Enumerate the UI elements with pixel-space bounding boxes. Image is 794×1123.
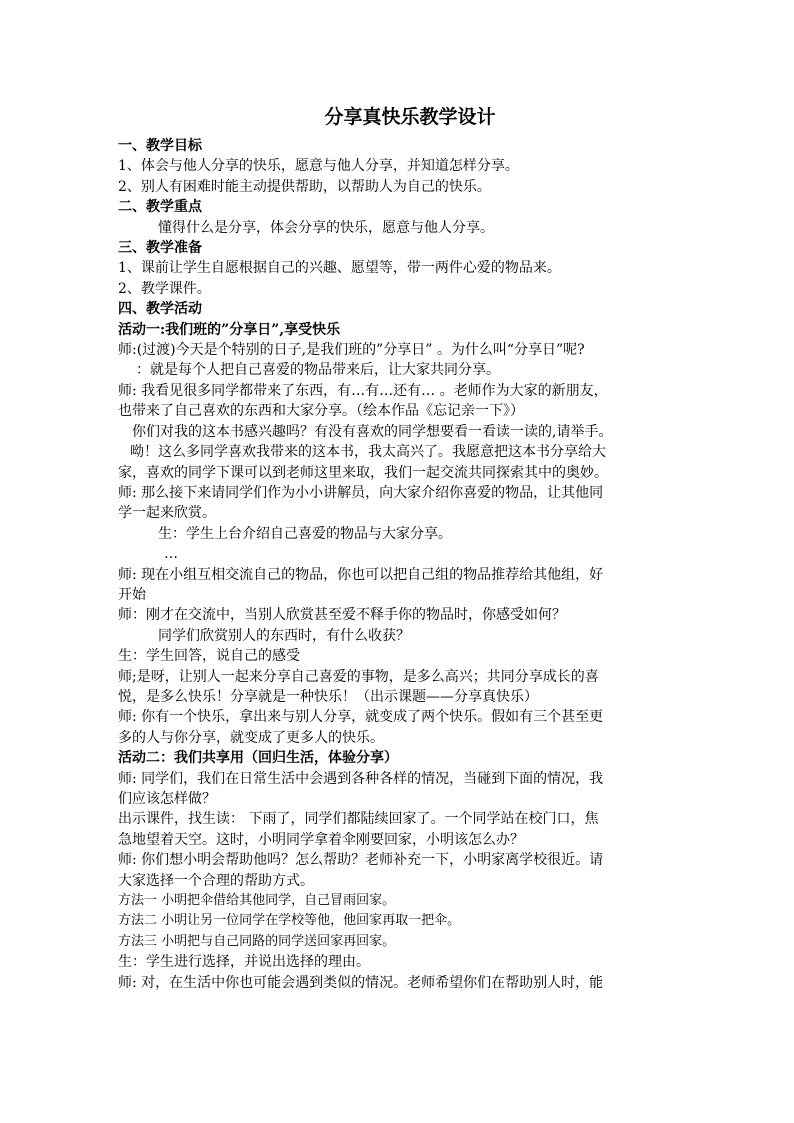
section-heading-activities: 四、教学活动: [118, 301, 202, 318]
paragraph-line: 多的人与你分享，就变成了更多人的快乐。: [118, 729, 384, 746]
paragraph-line: 生：学生进行选择，并说出选择的理由。: [118, 954, 370, 971]
paragraph-line: 师;是呀，让别人一起来分享自己喜爱的事物，是多么高兴；共同分享成长的喜: [118, 668, 599, 685]
paragraph-line: 师: 对，在生活中你也可能会遇到类似的情况。老师希望你们在帮助别人时，能: [118, 974, 604, 991]
paragraph-line: 师: 我看见很多同学都带来了东西，有…有…还有… 。老师作为大家的新朋友，: [118, 382, 608, 399]
paragraph-line: 师: 你有一个快乐，拿出来与别人分享，就变成了两个快乐。假如有三个甚至更: [118, 709, 604, 726]
paragraph-line: 学一起来欣赏。: [118, 505, 216, 522]
paragraph-line: 生：学生回答，说自己的感受: [118, 648, 300, 665]
paragraph-line: 师: 现在小组互相交流自己的物品，你也可以把自己组的物品推荐给其他组，好: [118, 566, 604, 583]
paragraph-line: 同学们欣赏别人的东西时，有什么收获？: [158, 627, 410, 644]
paragraph-line: 懂得什么是分享，体会分享的快乐，愿意与他人分享。: [158, 219, 494, 236]
document-page: [118, 104, 678, 993]
section-heading-key-points: 二、教学重点: [118, 199, 202, 216]
section-heading-objectives: 一、教学目标: [118, 138, 202, 154]
method-option-one: 方法一 小明把伞借给其他同学，自己冒雨回家。: [118, 893, 396, 909]
paragraph-line: 悦，是多么快乐！分享就是一种快乐！（出示课题——分享真快乐）: [118, 688, 538, 705]
paragraph-line: 师:(过渡)今天是个特别的日子,是我们班的”分享日” 。为什么叫“分享日”呢?: [118, 342, 585, 359]
paragraph-line: 师：刚才在交流中，当别人欣赏甚至爱不释手你的物品时，你感受如何？: [118, 607, 566, 624]
section-heading-preparation: 三、教学准备: [118, 240, 202, 257]
paragraph-line: 开始: [118, 586, 146, 603]
paragraph-line: 2、别人有困难时能主动提供帮助，以帮助人为自己的快乐。: [118, 178, 491, 195]
paragraph-line: 呦！这么多同学喜欢我带来的这本书，我太高兴了。我愿意把这本书分享给大: [130, 444, 606, 461]
paragraph-line: 1、课前让学生自愿根据自己的兴趣、愿望等，带一两件心爱的物品来。: [118, 260, 561, 277]
paragraph-line: 家，喜欢的同学下课可以到老师这里来取，我们一起交流共同探索其中的奥妙。: [118, 464, 608, 481]
paragraph-line: 生：学生上台介绍自己喜爱的物品与大家分享。: [158, 525, 452, 542]
activity-heading-two: 活动二：我们共享用（回归生活，体验分享）: [118, 750, 398, 767]
ellipsis-line: …: [164, 546, 180, 563]
paragraph-line: 师: 那么接下来请同学们作为小小讲解员，向大家介绍你喜爱的物品，让其他同: [118, 484, 604, 501]
paragraph-line: 急地望着天空。这时，小明同学拿着伞刚要回家，小明该怎么办？: [118, 831, 524, 848]
method-option-two: 方法二 小明让另一位同学在学校等他，他回家再取一把伞。: [118, 913, 461, 929]
paragraph-line: 也带来了自己喜欢的东西和大家分享。（绘本作品《忘记亲一下》）: [118, 403, 524, 420]
activity-heading-one: 活动一:我们班的”分享日”,享受快乐: [118, 321, 341, 338]
paragraph-line: 1、体会与他人分享的快乐，愿意与他人分享，并知道怎样分享。: [118, 158, 519, 175]
paragraph-line: 出示课件，找生读： 下雨了，同学们都陆续回家了。一个同学站在校门口，焦: [118, 811, 599, 828]
paragraph-line: 大家选择一个合理的帮助方式。: [118, 872, 314, 889]
paragraph-line: 们应该怎样做？: [118, 791, 216, 807]
paragraph-line: 2、教学课件。: [118, 280, 211, 297]
paragraph-line: 师: 你们想小明会帮助他吗？怎么帮助？老师补充一下，小明家离学校很近。请: [118, 852, 604, 869]
page-title: 分享真快乐教学设计: [324, 106, 496, 128]
paragraph-line: ：就是每个人把自己喜爱的物品带来后，让大家共同分享。: [136, 362, 500, 379]
method-option-three: 方法三 小明把与自己同路的同学送回家再回家。: [118, 933, 396, 949]
paragraph-line: 你们对我的这本书感兴趣吗？有没有喜欢的同学想要看一看读一读的,请举手。: [132, 423, 613, 440]
paragraph-line: 师: 同学们，我们在日常生活中会遇到各种各样的情况，当碰到下面的情况，我: [118, 770, 604, 787]
